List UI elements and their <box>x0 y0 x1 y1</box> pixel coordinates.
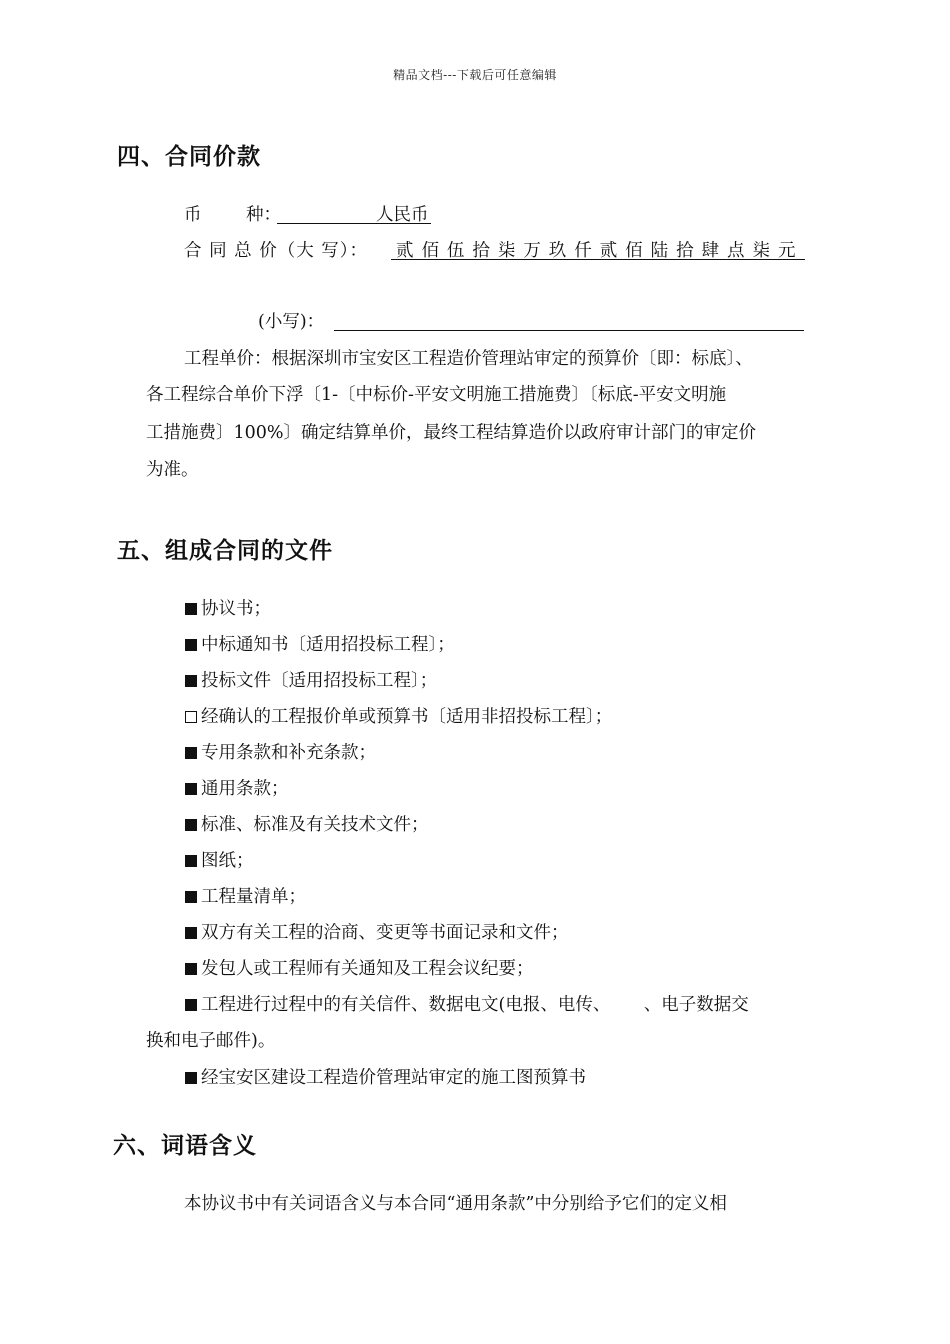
section-6-title: 六、词语含义 <box>113 1133 257 1159</box>
checked-box-icon <box>185 1072 197 1084</box>
list-item <box>185 670 437 692</box>
list-item <box>185 994 749 1016</box>
list-item-text: 工程量清单； <box>201 887 306 907</box>
list-item <box>185 634 455 656</box>
list-item-text: 通用条款； <box>201 779 289 799</box>
list-item-text: 图纸； <box>201 851 254 871</box>
unit-price-line-3: 工措施费〕100%〕确定结算单价，最终工程结算造价以政府审计部门的审定价 <box>146 423 757 443</box>
checked-box-icon <box>185 927 197 939</box>
unit-price-line-4: 为准。 <box>146 460 199 480</box>
list-item-text: 协议书； <box>201 599 271 619</box>
list-item <box>185 706 612 728</box>
unchecked-box-icon <box>185 711 197 723</box>
checked-box-icon <box>185 783 197 795</box>
list-item-text: 经确认的工程报价单或预算书〔适用非招投标工程〕； <box>201 707 613 727</box>
list-item <box>185 814 429 836</box>
list-item <box>185 922 569 944</box>
total-lower-label: (小写)： <box>258 312 325 332</box>
checked-box-icon <box>185 675 197 687</box>
list-item-text: 专用条款和补充条款； <box>201 743 376 763</box>
list-item-continuation: 换和电子邮件)。 <box>146 1031 276 1051</box>
checked-box-icon <box>185 891 197 903</box>
checked-box-icon <box>185 747 197 759</box>
checked-box-icon <box>185 963 197 975</box>
list-item <box>185 742 376 764</box>
section-5-title: 五、组成合同的文件 <box>117 538 333 564</box>
total-lower-underline <box>334 330 804 331</box>
total-upper-label: 合 同 总 价（大 写）： <box>184 241 369 261</box>
list-item-text: 投标文件〔适用招投标工程〕； <box>201 671 438 691</box>
list-item <box>185 598 271 620</box>
checked-box-icon <box>185 603 197 615</box>
list-item-text: 中标通知书〔适用招投标工程〕； <box>201 635 455 655</box>
list-item-text: 经宝安区建设工程造价管理站审定的施工图预算书 <box>201 1068 586 1088</box>
currency-value: 人民币 <box>376 205 429 225</box>
section-6-paragraph: 本协议书中有关词语含义与本合同“通用条款”中分别给予它们的定义相 <box>184 1194 727 1214</box>
section-4-title: 四、合同价款 <box>117 144 261 170</box>
list-item <box>185 850 254 872</box>
checked-box-icon <box>185 999 197 1011</box>
checked-box-icon <box>185 855 197 867</box>
currency-label: 币 种： <box>184 205 282 225</box>
unit-price-line-2: 各工程综合单价下浮〔1-〔中标价-平安文明施工措施费〕〔标底-平安文明施 <box>146 385 727 405</box>
list-item-text: 工程进行过程中的有关信件、数据电文(电报、电传、 、电子数据交 <box>201 995 749 1015</box>
checked-box-icon <box>185 819 197 831</box>
list-item-text: 双方有关工程的洽商、变更等书面记录和文件； <box>201 923 569 943</box>
list-item <box>185 958 534 980</box>
list-item-text: 标准、标准及有关技术文件； <box>201 815 429 835</box>
list-item-text: 发包人或工程师有关通知及工程会议纪要； <box>201 959 534 979</box>
total-upper-value: 贰 佰 伍 拾 柒 万 玖 仟 贰 佰 陆 拾 肆 点 柒 元 <box>396 241 797 261</box>
checked-box-icon <box>185 639 197 651</box>
unit-price-line-1: 工程单价：根据深圳市宝安区工程造价管理站审定的预算价〔即：标底〕、 <box>184 349 753 369</box>
page-header: 精品文档---下载后可任意编辑 <box>393 68 557 82</box>
list-item <box>185 886 306 908</box>
list-item <box>185 1067 586 1089</box>
list-item <box>185 778 289 800</box>
